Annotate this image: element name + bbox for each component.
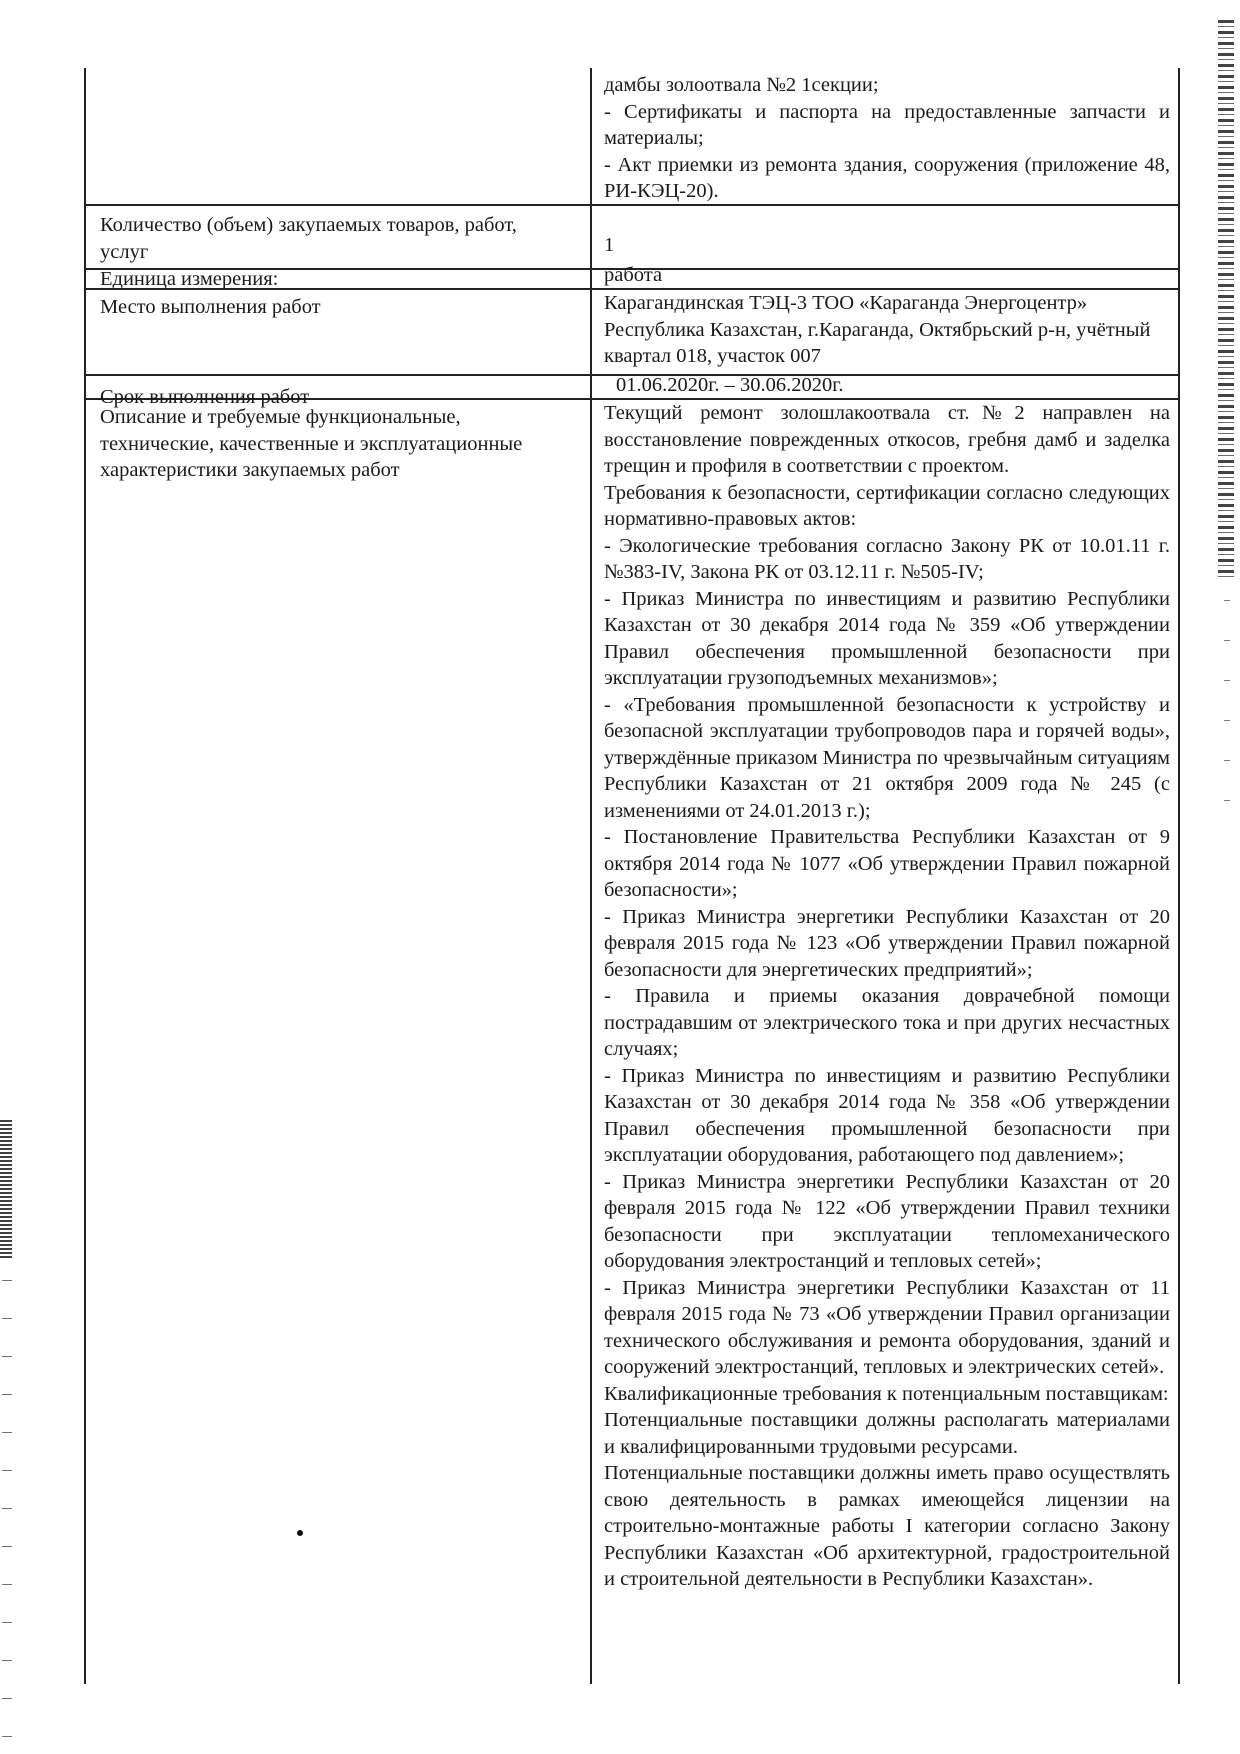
description-paragraph: Текущий ремонт золошлакоотвала ст.№2 направлен на восстановление поврежденных откосов, гребня дамб и заделка трещин и профиля в соответствии с проектом. — [604, 402, 1170, 477]
continuation-line: - Акт приемки из ремонта здания, сооружения (приложение 48, РИ-КЭЦ-20). — [604, 153, 1170, 202]
description-paragraph: Требования к безопасности, сертификации согласно следующих нормативно-правовых актов: — [604, 481, 1170, 530]
continuation-cell — [604, 72, 1170, 205]
table-border-left — [84, 68, 86, 1684]
continuation-line: - Сертификаты и паспорта на предоставленные запчасти и материалы; — [604, 100, 1170, 149]
description-paragraph: - Приказ Министра энергетики Республики Казахстан от 20 февраля 2015 года № 123 «Об утверждении Правил пожарной безопасности для энергетических предприятий»; — [604, 905, 1170, 981]
description-paragraph: Квалификационные требования к потенциальным поставщикам: — [604, 1382, 1169, 1405]
description-paragraph: - Приказ Министра по инвестициям и развитию Республики Казахстан от 30 декабря 2014 года № 358 «Об утверждении Правил обеспечения промышленной безопасности при эксплуатации оборудования, работающего под давлением»; — [604, 1064, 1170, 1166]
unit-label: Единица измерения: — [100, 268, 279, 290]
place-label: Место выполнения работ — [100, 296, 321, 318]
quantity-value: 1 — [604, 234, 615, 256]
description-paragraph: - «Требования промышленной безопасности к устройству и безопасной эксплуатации трубопроводов пара и горячей воды», утверждённые приказом Министра по чрезвычайным ситуациям Республики Казахстан от 21 октября 2009 года № 245 (с изменениями от 24.01.2013 г.); — [604, 693, 1170, 822]
description-paragraph: Потенциальные поставщики должны иметь право осуществлять свою деятельность в рамках имеющейся лицензии на строительно-монтажные работы I категории согласно Закону Республики Казахстан «Об архитектурной, градостроительной и строительной деятельности в Республики Казахстан». — [604, 1462, 1170, 1590]
specification-table — [84, 68, 1180, 1684]
description-value — [604, 400, 1170, 1593]
continuation-line: дамбы золоотвала №2 1секции; — [604, 74, 879, 96]
description-paragraph: - Постановление Правительства Республики Казахстан от 9 октября 2014 года № 1077 «Об утверждении Правил пожарной безопасности»; — [604, 826, 1170, 901]
scan-edge-marks — [2, 1280, 12, 1740]
term-value: 01.06.2020г. – 30.06.2020г. — [616, 374, 844, 396]
scan-edge-marks — [1224, 600, 1230, 840]
scan-edge-marks — [0, 1120, 12, 1260]
scan-edge-marks — [1218, 20, 1234, 580]
place-value: Карагандинская ТЭЦ-3 ТОО «Караганда Энергоцентр» Республика Казахстан, г.Караганда, Октябрьский р-н, учётный квартал 018, участок 007 — [604, 292, 1151, 367]
description-paragraph: - Экологические требования согласно Закону РК от 10.01.11 г. №383-IV, Закона РК от 03.12.11 г. №505-IV; — [604, 534, 1170, 583]
description-paragraph: - Приказ Министра энергетики Республики Казахстан от 11 февраля 2015 года № 73 «Об утверждении Правил организации технического обслуживания и ремонта оборудования, зданий и сооружений электростанций, тепловых и электрических сетей». — [604, 1276, 1170, 1378]
description-paragraph: Потенциальные поставщики должны располагать материалами и квалифицированными трудовыми ресурсами. — [604, 1409, 1170, 1458]
description-paragraph: - Правила и приемы оказания доврачебной помощи пострадавшим от электрического тока и при других несчастных случаях; — [604, 985, 1170, 1060]
table-border-right — [1178, 68, 1180, 1684]
description-paragraph: - Приказ Министра по инвестициям и развитию Республики Казахстан от 30 декабря 2014 года № 359 «Об утверждении Правил обеспечения промышленной безопасности при эксплуатации грузоподъемных механизмов»; — [604, 587, 1170, 689]
unit-value: работа — [604, 264, 663, 286]
quantity-label: Количество (объем) закупаемых товаров, работ, услуг — [100, 214, 517, 263]
term-label: Срок выполнения работ — [100, 386, 310, 408]
description-paragraph: - Приказ Министра энергетики Республики Казахстан от 20 февраля 2015 года № 122 «Об утверждении Правил техники безопасности при эксплуатации тепломеханического оборудования электростанций и тепловых сетей»; — [604, 1170, 1170, 1272]
description-label: Описание и требуемые функциональные, технические, качественные и эксплуатационные характеристики закупаемых работ — [100, 406, 523, 481]
table-column-divider — [590, 68, 592, 1684]
